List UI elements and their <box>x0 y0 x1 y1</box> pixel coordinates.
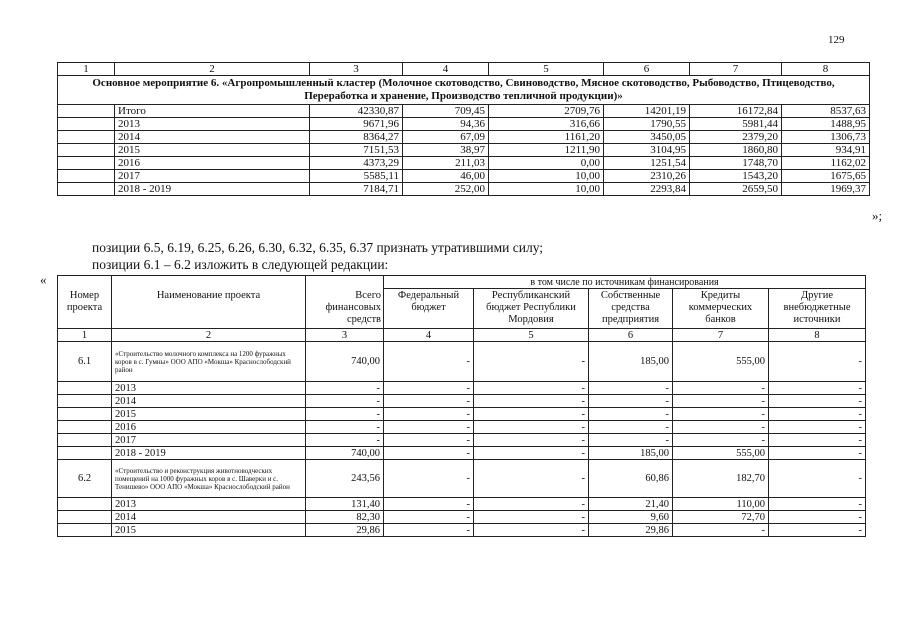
year-label: 2013 <box>112 498 306 511</box>
header-republican: Республиканский бюджет Республики Мордовия <box>474 289 589 329</box>
empty-cell <box>58 144 115 157</box>
value-cell: 1790,55 <box>604 118 690 131</box>
empty-cell <box>58 421 112 434</box>
value-cell: - <box>673 395 769 408</box>
value-cell: - <box>769 342 866 382</box>
row-label: 2015 <box>115 144 310 157</box>
value-cell: 60,86 <box>589 460 673 498</box>
col-number: 8 <box>769 329 866 342</box>
value-cell: - <box>673 524 769 537</box>
financing-sources-header: в том числе по источникам финансирования <box>384 276 866 289</box>
projects-table <box>57 275 866 537</box>
value-cell: 2379,20 <box>690 131 782 144</box>
year-row <box>58 382 866 395</box>
value-cell: 8537,63 <box>782 105 870 118</box>
header-project-name: Наименование проекта <box>112 289 306 329</box>
empty-cell <box>58 408 112 421</box>
empty-cell <box>58 183 115 196</box>
value-cell: - <box>384 498 474 511</box>
value-cell: 10,00 <box>489 183 604 196</box>
value-cell: - <box>673 434 769 447</box>
empty-cell <box>58 524 112 537</box>
value-cell: 2709,76 <box>489 105 604 118</box>
value-cell: - <box>384 447 474 460</box>
value-cell: 243,56 <box>306 460 384 498</box>
value-cell: - <box>769 460 866 498</box>
value-cell: - <box>384 382 474 395</box>
text-line-invalidated: позиции 6.5, 6.19, 6.25, 6.26, 6.30, 6.32, 6.35, 6.37 признать утратившими силу; <box>92 240 544 255</box>
table-row <box>58 131 870 144</box>
table-row <box>58 170 870 183</box>
value-cell: - <box>589 408 673 421</box>
value-cell: - <box>474 434 589 447</box>
empty-cell <box>58 447 112 460</box>
col-number: 1 <box>58 63 115 76</box>
header-federal: Федеральный бюджет <box>384 289 474 329</box>
project-name: «Строительство молочного комплекса на 1200 фуражных коров в с. Гумны» ООО АПО «Мокша» Краснослободский район <box>112 342 306 382</box>
value-cell: 3104,95 <box>604 144 690 157</box>
value-cell: - <box>384 395 474 408</box>
value-cell: 5585,11 <box>310 170 403 183</box>
empty-cell <box>58 131 115 144</box>
value-cell: - <box>769 421 866 434</box>
value-cell: 1251,54 <box>604 157 690 170</box>
col-number: 5 <box>474 329 589 342</box>
header-row <box>58 289 866 329</box>
value-cell: - <box>589 421 673 434</box>
value-cell: 185,00 <box>589 342 673 382</box>
value-cell: 1162,02 <box>782 157 870 170</box>
col-number: 2 <box>115 63 310 76</box>
empty-cell <box>58 157 115 170</box>
value-cell: 14201,19 <box>604 105 690 118</box>
value-cell: 1675,65 <box>782 170 870 183</box>
value-cell: - <box>769 382 866 395</box>
value-cell: 1211,90 <box>489 144 604 157</box>
value-cell: 740,00 <box>306 447 384 460</box>
value-cell: - <box>384 460 474 498</box>
col-number: 4 <box>403 63 489 76</box>
table-row <box>58 183 870 196</box>
empty-cell <box>58 511 112 524</box>
value-cell: 1748,70 <box>690 157 782 170</box>
value-cell: - <box>769 434 866 447</box>
year-label: 2018 - 2019 <box>112 447 306 460</box>
value-cell: 1161,20 <box>489 131 604 144</box>
value-cell: - <box>384 408 474 421</box>
value-cell: - <box>673 408 769 421</box>
financing-header-row <box>58 276 866 289</box>
value-cell: - <box>474 460 589 498</box>
year-label: 2016 <box>112 421 306 434</box>
value-cell: 7151,53 <box>310 144 403 157</box>
year-label: 2015 <box>112 408 306 421</box>
value-cell: 29,86 <box>306 524 384 537</box>
year-label: 2014 <box>112 511 306 524</box>
value-cell: - <box>474 447 589 460</box>
value-cell: 131,40 <box>306 498 384 511</box>
value-cell: - <box>589 382 673 395</box>
empty-cell <box>58 498 112 511</box>
row-label: Итого <box>115 105 310 118</box>
value-cell: 555,00 <box>673 342 769 382</box>
value-cell: - <box>384 434 474 447</box>
value-cell: - <box>474 382 589 395</box>
value-cell: 46,00 <box>403 170 489 183</box>
col-number: 3 <box>310 63 403 76</box>
col-number: 4 <box>384 329 474 342</box>
value-cell: 185,00 <box>589 447 673 460</box>
closing-quote: »; <box>872 208 883 223</box>
col-number: 6 <box>604 63 690 76</box>
value-cell: - <box>474 511 589 524</box>
value-cell: - <box>384 524 474 537</box>
value-cell: 110,00 <box>673 498 769 511</box>
activity-title: Основное мероприятие 6. «Агропромышленный кластер (Молочное скотоводство, Свиноводство, Мясное скотоводство, Рыбоводство, Птицеводство, Переработка и хранение, Производство тепличной продукции)» <box>58 76 870 105</box>
value-cell: 0,00 <box>489 157 604 170</box>
col-number: 1 <box>58 329 112 342</box>
row-label: 2014 <box>115 131 310 144</box>
col-number: 8 <box>782 63 870 76</box>
table-row <box>58 157 870 170</box>
project-number: 6.1 <box>58 342 112 382</box>
value-cell: - <box>673 421 769 434</box>
value-cell: - <box>769 498 866 511</box>
value-cell: 2659,50 <box>690 183 782 196</box>
value-cell: - <box>474 395 589 408</box>
value-cell: 29,86 <box>589 524 673 537</box>
value-cell: - <box>474 498 589 511</box>
table-row <box>58 144 870 157</box>
year-row <box>58 447 866 460</box>
year-label: 2015 <box>112 524 306 537</box>
table-row <box>58 105 870 118</box>
empty-cell <box>58 105 115 118</box>
value-cell: 82,30 <box>306 511 384 524</box>
header-project-number: Номер проекта <box>58 289 112 329</box>
year-row <box>58 434 866 447</box>
value-cell: 1969,37 <box>782 183 870 196</box>
year-row <box>58 511 866 524</box>
value-cell: - <box>306 434 384 447</box>
col-number: 6 <box>589 329 673 342</box>
value-cell: 211,03 <box>403 157 489 170</box>
empty-cell <box>58 382 112 395</box>
value-cell: 72,70 <box>673 511 769 524</box>
page-number: 129 <box>828 34 845 46</box>
value-cell: 709,45 <box>403 105 489 118</box>
activity-table <box>57 62 870 196</box>
year-row <box>58 524 866 537</box>
value-cell: 1488,95 <box>782 118 870 131</box>
table-row <box>58 118 870 131</box>
project-row <box>58 342 866 382</box>
project-name: «Строительство и реконструкция животноводческих помещений на 1000 фуражных коров в с. Шаверки и с. Тенишево» ООО АПО «Мокша» Краснослободский район <box>112 460 306 498</box>
value-cell: - <box>384 342 474 382</box>
col-number: 7 <box>690 63 782 76</box>
row-label: 2016 <box>115 157 310 170</box>
value-cell: 5981,44 <box>690 118 782 131</box>
value-cell: 1543,20 <box>690 170 782 183</box>
year-row <box>58 498 866 511</box>
value-cell: 4373,29 <box>310 157 403 170</box>
row-label: 2018 - 2019 <box>115 183 310 196</box>
value-cell: - <box>306 382 384 395</box>
year-row <box>58 408 866 421</box>
value-cell: 2310,26 <box>604 170 690 183</box>
value-cell: - <box>384 421 474 434</box>
year-label: 2017 <box>112 434 306 447</box>
value-cell: - <box>474 342 589 382</box>
value-cell: 10,00 <box>489 170 604 183</box>
value-cell: - <box>474 408 589 421</box>
value-cell: - <box>589 434 673 447</box>
year-label: 2013 <box>112 382 306 395</box>
value-cell: - <box>306 421 384 434</box>
header-total: Всего финансовых средств <box>306 289 384 329</box>
value-cell: 42330,87 <box>310 105 403 118</box>
activity-title-row <box>58 76 870 105</box>
year-label: 2014 <box>112 395 306 408</box>
empty-cell <box>58 118 115 131</box>
value-cell: 94,36 <box>403 118 489 131</box>
col-number: 5 <box>489 63 604 76</box>
column-number-row <box>58 329 866 342</box>
value-cell: - <box>769 395 866 408</box>
text-line-new-edition: позиции 6.1 – 6.2 изложить в следующей редакции: <box>92 257 389 272</box>
value-cell: - <box>474 524 589 537</box>
value-cell: - <box>769 511 866 524</box>
value-cell: 9671,96 <box>310 118 403 131</box>
value-cell: 1860,80 <box>690 144 782 157</box>
value-cell: 182,70 <box>673 460 769 498</box>
value-cell: 38,97 <box>403 144 489 157</box>
value-cell: - <box>769 447 866 460</box>
value-cell: - <box>769 524 866 537</box>
value-cell: 8364,27 <box>310 131 403 144</box>
value-cell: 2293,84 <box>604 183 690 196</box>
opening-quote: « <box>40 272 47 287</box>
year-row <box>58 421 866 434</box>
header-own: Собственные средства предприятия <box>589 289 673 329</box>
col-number: 3 <box>306 329 384 342</box>
value-cell: 252,00 <box>403 183 489 196</box>
value-cell: 934,91 <box>782 144 870 157</box>
value-cell: 3450,05 <box>604 131 690 144</box>
row-label: 2013 <box>115 118 310 131</box>
empty-cell <box>58 170 115 183</box>
value-cell: 316,66 <box>489 118 604 131</box>
empty-cell <box>58 434 112 447</box>
value-cell: - <box>384 511 474 524</box>
col-number: 2 <box>112 329 306 342</box>
empty-cell <box>58 395 112 408</box>
year-row <box>58 395 866 408</box>
value-cell: - <box>474 421 589 434</box>
value-cell: 7184,71 <box>310 183 403 196</box>
project-row <box>58 460 866 498</box>
value-cell: 1306,73 <box>782 131 870 144</box>
row-label: 2017 <box>115 170 310 183</box>
value-cell: 16172,84 <box>690 105 782 118</box>
value-cell: 21,40 <box>589 498 673 511</box>
col-number: 7 <box>673 329 769 342</box>
value-cell: - <box>589 395 673 408</box>
value-cell: 740,00 <box>306 342 384 382</box>
value-cell: 9,60 <box>589 511 673 524</box>
value-cell: - <box>306 408 384 421</box>
value-cell: - <box>769 408 866 421</box>
value-cell: - <box>306 395 384 408</box>
header-other: Другие внебюджетные источники <box>769 289 866 329</box>
column-number-row <box>58 63 870 76</box>
header-credits: Кредиты коммерческих банков <box>673 289 769 329</box>
value-cell: 67,09 <box>403 131 489 144</box>
project-number: 6.2 <box>58 460 112 498</box>
value-cell: - <box>673 382 769 395</box>
value-cell: 555,00 <box>673 447 769 460</box>
